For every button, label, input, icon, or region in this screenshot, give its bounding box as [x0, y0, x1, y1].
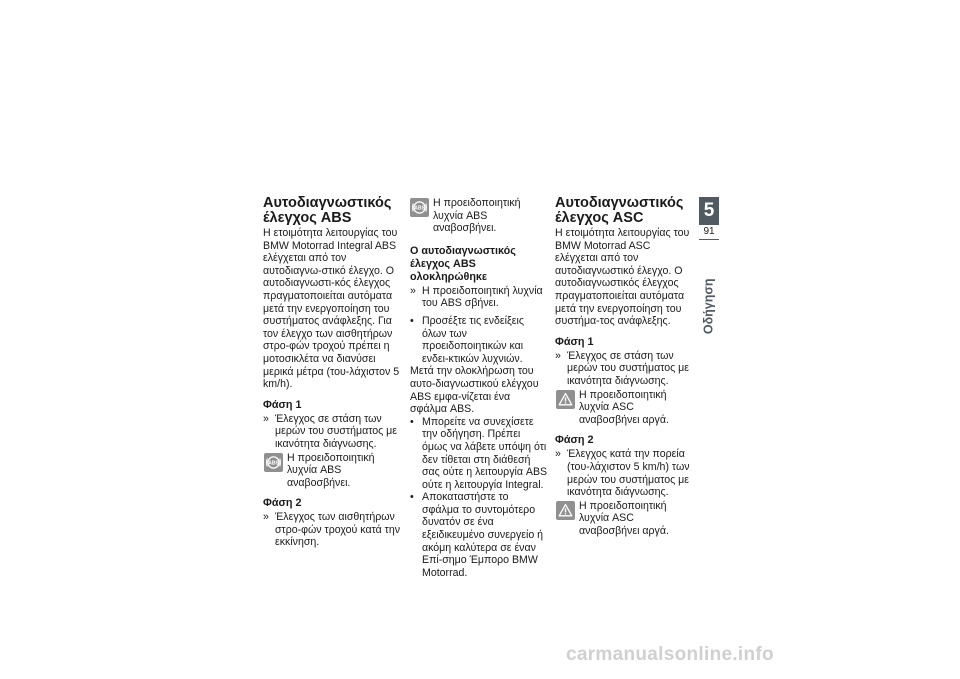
abs-phase1-heading: Φάση 1 — [263, 398, 302, 411]
chapter-tab — [699, 197, 719, 240]
abs-fault-paragraph: Μετά την ολοκλήρωση του αυτο-διαγνωστικού ελέγχου ABS εμφα-νίζεται ένα σφάλμα ABS. — [410, 365, 539, 416]
column-abs-complete — [410, 196, 548, 579]
abs-warning-lamp-icon — [264, 453, 283, 472]
chapter-number: 5 — [699, 197, 719, 225]
page-number: 91 — [699, 225, 719, 240]
chapter-side-label — [699, 270, 719, 350]
abs-top-warning-text: Η προειδοποιητική λυχνία ABS αναβοσβήνει. — [433, 197, 521, 235]
asc-phase1-warning-text: Η προειδοποιητική λυχνία ASC αναβοσβήνει αργά. — [579, 388, 669, 426]
asc-warning-triangle-icon — [556, 390, 575, 409]
column-abs-self-diagnosis — [263, 196, 401, 549]
abs-phase1-step: » Έλεγχος σε στάση των μερών του συστήματος με ικανότητα διάγνωσης. — [263, 413, 401, 451]
asc-phase2-heading: Φάση 2 — [555, 434, 594, 447]
abs-bullet-repair: • Αποκαταστήστε το σφάλμα το συντομότερο δυνατόν σε ένα εξειδικευμένο συνεργείο ή ακόμη καλύτερα σε έναν Επί-σημο Έμπορο BMW Motorrad. — [410, 491, 548, 579]
asc-warning-triangle-icon — [556, 501, 575, 520]
asc-phase1-warning — [556, 389, 693, 427]
abs-complete-step: » Η προειδοποιητική λυχνία του ABS σβήνει. — [410, 285, 548, 310]
abs-bullet-continue: • Μπορείτε να συνεχίσετε την οδήγηση. Πρέπει όμως να λάβετε υπόψη ότι δεν τίθεται στη διάθεσή σας ούτε η λειτουργία ABS ούτε η λειτουργία Integral. — [410, 416, 548, 492]
abs-intro-text: Η ετοιμότητα λειτουργίας του BMW Motorrad Integral ABS ελέγχεται από τον αυτοδιαγνω-στικό έλεγχο. Ο αυτοδιαγνωστι-κός έλεγχος πραγματοποιείται αυτόματα μετά την ενεργοποίηση του συστήματος ανάφλεξης. Για τον έλεγχο των αισθητήρων στρο-φών τροχού πρέπει η μοτοσικλέτα να διανύσει μερικά μέτρα (του-λάχιστον 5 km/h). — [263, 227, 400, 391]
asc-phase2-warning-text: Η προειδοποιητική λυχνία ASC αναβοσβήνει αργά. — [579, 499, 669, 537]
section-title-abs: Αυτοδιαγνωστικός έλεγχος ABS — [263, 195, 392, 226]
abs-phase2-step: » Έλεγχος των αισθητήρων στρο-φών τροχού κατά την εκκίνηση. — [263, 511, 401, 549]
chapter-title-vertical: Οδήγηση — [701, 278, 716, 335]
asc-phase1-heading: Φάση 1 — [555, 335, 594, 348]
abs-phase2-heading: Φάση 2 — [263, 497, 302, 510]
watermark: carmanualsonline.info — [566, 644, 774, 665]
column-asc-self-diagnosis — [555, 196, 693, 537]
asc-intro-text: Η ετοιμότητα λειτουργίας του BMW Motorrad ASC ελέγχεται από τον αυτοδιαγνωστικό έλεγχο. Ο αυτοδιαγνωστικός έλεγχος πραγματοποιείται αυτόματα μετά την ενεργοποίηση του συστήμα-τος ανάφλεξης. — [555, 227, 690, 328]
abs-phase1-warning-text: Η προειδοποιητική λυχνία ABS αναβοσβήνει. — [287, 451, 375, 489]
abs-top-warning — [410, 197, 548, 235]
asc-phase2-step: » Έλεγχος κατά την πορεία (του-λάχιστον 5 km/h) των μερών του συστήματος με ικανότητα διάγνωσης. — [555, 448, 693, 498]
section-title-asc: Αυτοδιαγνωστικός έλεγχος ASC — [555, 195, 684, 226]
asc-phase1-step: » Έλεγχος σε στάση των μερών του συστήματος με ικανότητα διάγνωσης. — [555, 350, 693, 388]
svg-text:ABS: ABS — [414, 205, 425, 212]
abs-phase1-warning — [264, 452, 401, 490]
asc-phase2-warning — [556, 500, 693, 538]
abs-complete-heading: Ο αυτοδιαγνωστικός έλεγχος ABS ολοκληρώθηκε — [410, 244, 516, 283]
svg-text:ABS: ABS — [268, 459, 279, 466]
abs-warning-lamp-icon — [410, 198, 429, 217]
abs-bullet-observe: • Προσέξτε τις ενδείξεις όλων των προειδοποιητικών και ενδει-κτικών λυχνιών. — [410, 315, 548, 365]
